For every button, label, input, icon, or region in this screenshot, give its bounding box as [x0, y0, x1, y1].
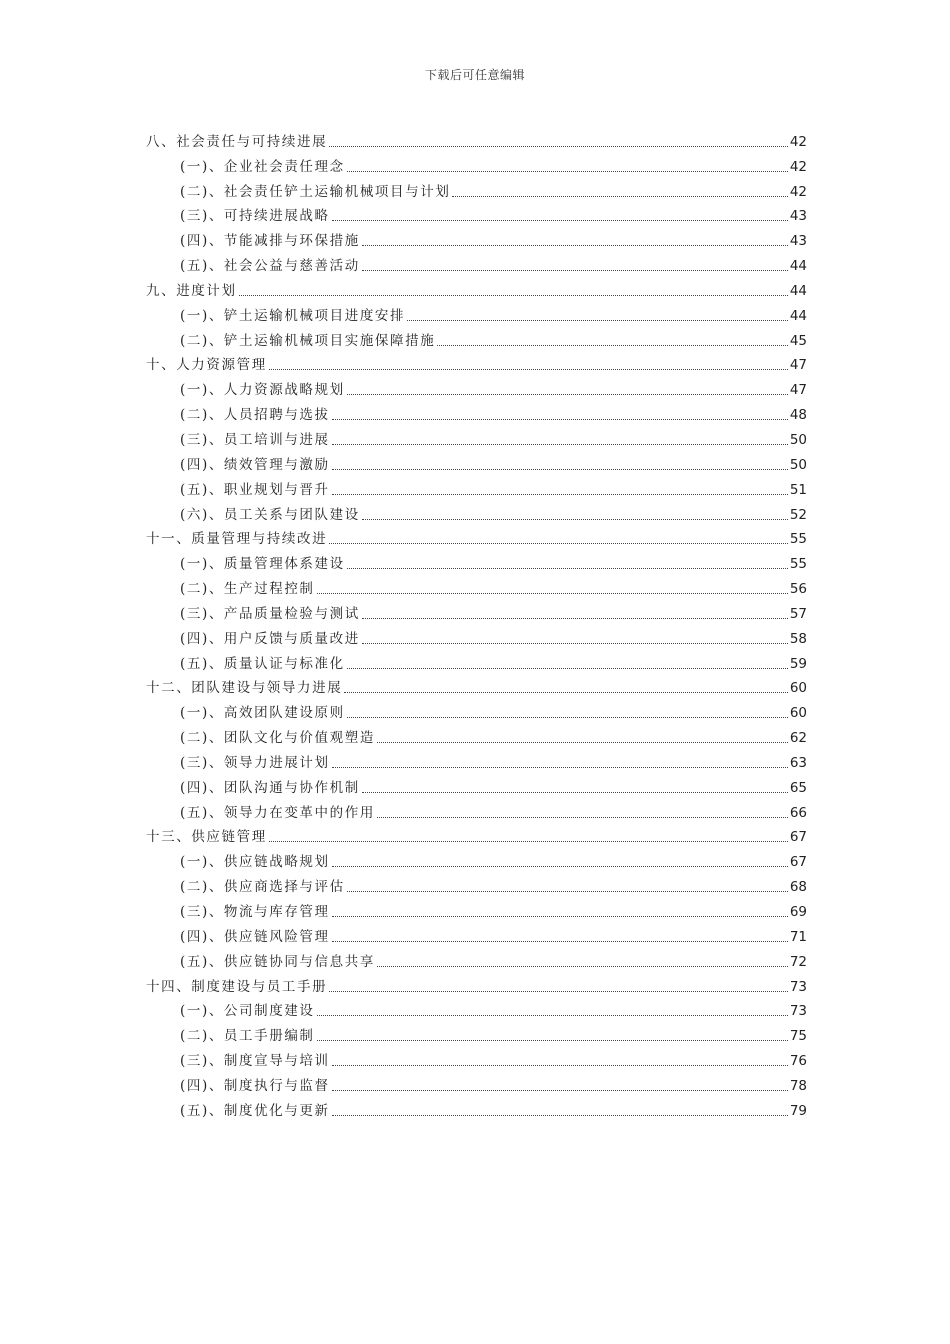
toc-dot-leader: [347, 717, 788, 718]
toc-entry-title: 十三、供应链管理: [146, 829, 267, 846]
toc-page-number: 42: [789, 158, 807, 175]
toc-page-number: 55: [789, 531, 807, 548]
toc-entry-title: (五)、社会公益与慈善活动: [180, 258, 360, 275]
toc-dot-leader: [347, 668, 788, 669]
toc-section-entry[interactable]: [146, 225, 807, 250]
toc-entry-title: (四)、绩效管理与激励: [180, 456, 330, 473]
toc-dot-leader: [362, 618, 788, 619]
toc-dot-leader: [329, 543, 788, 544]
toc-page-number: 47: [789, 382, 807, 399]
toc-chapter-entry[interactable]: [146, 971, 807, 996]
toc-page-number: 66: [789, 804, 807, 821]
toc-page-number: 60: [789, 680, 807, 697]
toc-dot-leader: [332, 494, 788, 495]
toc-entry-title: (五)、供应链协同与信息共享: [180, 953, 375, 970]
toc-entry-title: (三)、可持续进展战略: [180, 208, 330, 225]
toc-dot-leader: [377, 817, 788, 818]
toc-section-entry[interactable]: [146, 176, 807, 201]
toc-dot-leader: [239, 295, 788, 296]
toc-page-number: 50: [789, 431, 807, 448]
toc-section-entry[interactable]: [146, 697, 807, 722]
toc-page-number: 58: [789, 630, 807, 647]
toc-page-number: 59: [789, 655, 807, 672]
toc-section-entry[interactable]: [146, 722, 807, 747]
toc-dot-leader: [347, 394, 788, 395]
toc-entry-title: (四)、节能减排与环保措施: [180, 233, 360, 250]
toc-dot-leader: [377, 966, 788, 967]
toc-dot-leader: [269, 369, 788, 370]
toc-chapter-entry[interactable]: [146, 822, 807, 847]
toc-page-number: 56: [789, 581, 807, 598]
toc-section-entry[interactable]: [146, 374, 807, 399]
toc-section-entry[interactable]: [146, 300, 807, 325]
toc-entry-title: (二)、铲土运输机械项目实施保障措施: [180, 332, 436, 349]
toc-dot-leader: [362, 519, 788, 520]
toc-entry-title: (一)、质量管理体系建设: [180, 556, 345, 573]
toc-entry-title: (一)、人力资源战略规划: [180, 382, 345, 399]
toc-page-number: 68: [789, 879, 807, 896]
toc-page-number: 57: [789, 605, 807, 622]
toc-page-number: 42: [789, 183, 807, 200]
toc-dot-leader: [362, 245, 788, 246]
toc-section-entry[interactable]: [146, 797, 807, 822]
toc-section-entry[interactable]: [146, 896, 807, 921]
toc-dot-leader: [452, 196, 787, 197]
toc-chapter-entry[interactable]: [146, 524, 807, 549]
toc-dot-leader: [332, 1115, 788, 1116]
toc-section-entry[interactable]: [146, 623, 807, 648]
toc-dot-leader: [332, 866, 788, 867]
toc-dot-leader: [362, 270, 788, 271]
toc-entry-title: (四)、供应链风险管理: [180, 928, 330, 945]
toc-entry-title: (五)、职业规划与晋升: [180, 481, 330, 498]
toc-section-entry[interactable]: [146, 151, 807, 176]
toc-entry-title: (三)、物流与库存管理: [180, 904, 330, 920]
toc-page-number: 79: [789, 1102, 807, 1119]
toc-section-entry[interactable]: [146, 250, 807, 275]
toc-entry-title: (四)、用户反馈与质量改进: [180, 630, 360, 647]
toc-entry-title: (一)、高效团队建设原则: [180, 705, 345, 722]
toc-dot-leader: [407, 320, 788, 321]
toc-dot-leader: [347, 891, 788, 892]
toc-entry-title: (二)、供应商选择与评估: [180, 879, 345, 896]
toc-dot-leader: [332, 767, 788, 768]
toc-dot-leader: [332, 444, 788, 445]
toc-chapter-entry[interactable]: [146, 673, 807, 698]
toc-entry-title: 九、进度计划: [146, 282, 237, 299]
toc-page-number: 67: [789, 829, 807, 846]
toc-entry-title: (六)、员工关系与团队建设: [180, 506, 360, 523]
toc-page-number: 45: [789, 332, 807, 349]
toc-page-number: 43: [789, 233, 807, 250]
toc-entry-title: (一)、铲土运输机械项目进度安排: [180, 307, 406, 324]
toc-page-number: 72: [789, 953, 807, 970]
toc-page-number: 78: [789, 1077, 807, 1094]
toc-dot-leader: [347, 568, 788, 569]
toc-section-entry[interactable]: [146, 1095, 807, 1120]
toc-entry-title: (二)、团队文化与价值观塑造: [180, 730, 375, 747]
toc-dot-leader: [332, 1065, 788, 1066]
toc-page-number: 50: [789, 456, 807, 473]
toc-page-number: 62: [789, 730, 807, 747]
toc-dot-leader: [329, 991, 788, 992]
page-header: 下载后可任意编辑: [424, 68, 525, 82]
toc-page-number: 60: [789, 705, 807, 722]
toc-chapter-entry[interactable]: [146, 350, 807, 375]
table-of-contents: [146, 126, 807, 1120]
toc-section-entry[interactable]: [146, 325, 807, 350]
toc-page-number: 73: [789, 1003, 807, 1020]
toc-page-number: 63: [789, 754, 807, 771]
toc-page-number: 69: [789, 904, 807, 920]
toc-page-number: 55: [789, 556, 807, 573]
toc-section-entry[interactable]: [146, 846, 807, 871]
toc-entry-title: 十一、质量管理与持续改进: [146, 531, 328, 548]
toc-dot-leader: [332, 916, 788, 917]
toc-entry-title: (一)、公司制度建设: [180, 1003, 315, 1020]
toc-section-entry[interactable]: [146, 1020, 807, 1045]
toc-section-entry[interactable]: [146, 573, 807, 598]
toc-dot-leader: [437, 345, 787, 346]
toc-section-entry[interactable]: [146, 772, 807, 797]
toc-dot-leader: [332, 419, 788, 420]
toc-dot-leader: [317, 1015, 788, 1016]
toc-page-number: 51: [789, 481, 807, 498]
toc-entry-title: (三)、产品质量检验与测试: [180, 605, 360, 622]
toc-entry-title: (四)、团队沟通与协作机制: [180, 779, 360, 796]
toc-dot-leader: [344, 692, 788, 693]
toc-dot-leader: [332, 1090, 788, 1091]
toc-dot-leader: [362, 792, 788, 793]
toc-dot-leader: [269, 841, 788, 842]
toc-section-entry[interactable]: [146, 996, 807, 1021]
toc-entry-title: (一)、企业社会责任理念: [180, 158, 345, 175]
toc-entry-title: (五)、质量认证与标准化: [180, 655, 345, 672]
toc-section-entry[interactable]: [146, 399, 807, 424]
toc-section-entry[interactable]: [146, 648, 807, 673]
toc-dot-leader: [332, 469, 788, 470]
toc-dot-leader: [317, 593, 788, 594]
toc-dot-leader: [362, 643, 788, 644]
toc-section-entry[interactable]: [146, 474, 807, 499]
toc-section-entry[interactable]: [146, 1045, 807, 1070]
toc-entry-title: (三)、领导力进展计划: [180, 754, 330, 771]
toc-page-number: 44: [789, 282, 807, 299]
toc-entry-title: (二)、人员招聘与选拔: [180, 407, 330, 424]
toc-section-entry[interactable]: [146, 548, 807, 573]
toc-entry-title: (五)、制度优化与更新: [180, 1102, 330, 1119]
toc-dot-leader: [332, 941, 788, 942]
toc-page-number: 47: [789, 357, 807, 374]
toc-section-entry[interactable]: [146, 1070, 807, 1095]
toc-entry-title: (二)、员工手册编制: [180, 1028, 315, 1045]
toc-dot-leader: [317, 1040, 788, 1041]
toc-page-number: 48: [789, 407, 807, 424]
toc-entry-title: 八、社会责任与可持续进展: [146, 133, 328, 150]
toc-entry-title: (二)、社会责任铲土运输机械项目与计划: [180, 183, 451, 200]
toc-chapter-entry[interactable]: [146, 126, 807, 151]
toc-section-entry[interactable]: [146, 747, 807, 772]
toc-entry-title: (四)、制度执行与监督: [180, 1077, 330, 1094]
toc-page-number: 42: [789, 133, 807, 150]
toc-entry-title: 十、人力资源管理: [146, 357, 267, 374]
toc-section-entry[interactable]: [146, 201, 807, 226]
toc-page-number: 52: [789, 506, 807, 523]
toc-entry-title: 十四、制度建设与员工手册: [146, 978, 328, 995]
toc-page-number: 44: [789, 258, 807, 275]
toc-page-number: 73: [789, 978, 807, 995]
toc-entry-title: (三)、制度宣导与培训: [180, 1053, 330, 1070]
toc-page-number: 75: [789, 1028, 807, 1045]
toc-section-entry[interactable]: [146, 449, 807, 474]
toc-page-number: 44: [789, 307, 807, 324]
toc-dot-leader: [377, 742, 788, 743]
toc-page-number: 71: [789, 928, 807, 945]
toc-entry-title: 十二、团队建设与领导力进展: [146, 680, 343, 697]
toc-page-number: 67: [789, 854, 807, 871]
toc-section-entry[interactable]: [146, 921, 807, 946]
toc-section-entry[interactable]: [146, 946, 807, 971]
toc-page-number: 43: [789, 208, 807, 225]
toc-dot-leader: [347, 171, 788, 172]
toc-section-entry[interactable]: [146, 871, 807, 896]
toc-section-entry[interactable]: [146, 499, 807, 524]
toc-page-number: 65: [789, 779, 807, 796]
toc-dot-leader: [332, 220, 788, 221]
toc-entry-title: (三)、员工培训与进展: [180, 431, 330, 448]
toc-entry-title: (二)、生产过程控制: [180, 581, 315, 598]
toc-section-entry[interactable]: [146, 598, 807, 623]
toc-page-number: 76: [789, 1053, 807, 1070]
toc-section-entry[interactable]: [146, 424, 807, 449]
toc-chapter-entry[interactable]: [146, 275, 807, 300]
toc-entry-title: (一)、供应链战略规划: [180, 854, 330, 871]
toc-entry-title: (五)、领导力在变革中的作用: [180, 804, 375, 821]
toc-dot-leader: [329, 146, 788, 147]
